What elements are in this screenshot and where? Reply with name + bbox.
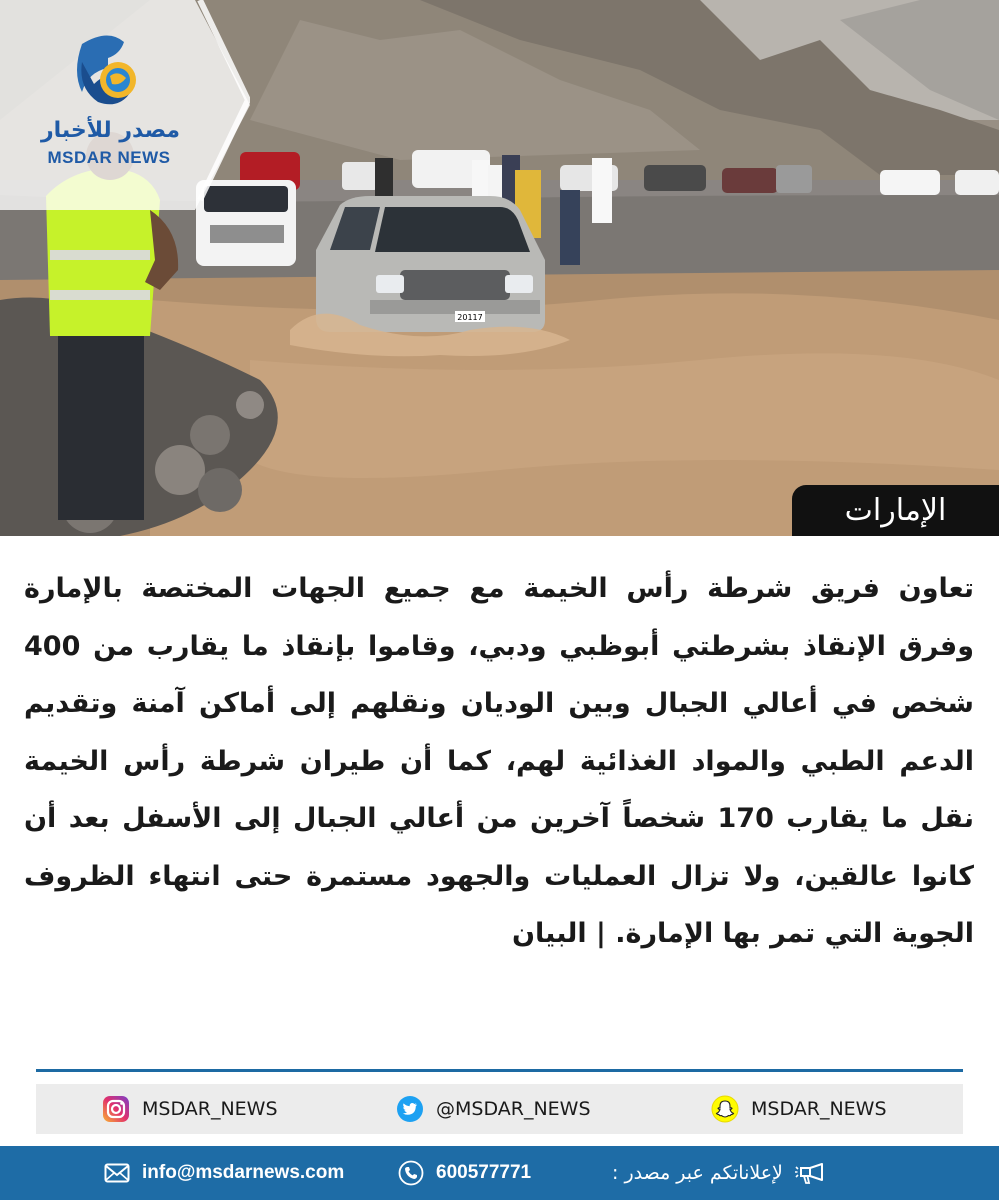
contact-footer [0, 1146, 999, 1200]
article-body: تعاون فريق شرطة رأس الخيمة مع جميع الجهات المختصة بالإمارة وفرق الإنقاذ بشرطتي أبوظبي ودبي، وقاموا بإنقاذ ما يقارب من 400 شخص في أعالي الجبال وبين الوديان ونقلهم إلى أماكن آمنة وتقديم الدعم الطبي والمواد الغذائية لهم، كما أن طيران شرطة رأس الخيمة نقل ما يقارب 170 شخصاً آخرين من أعالي الجبال إلى الأسفل بعد أن كانوا عالقين، ولا تزال العمليات والجهود مستمرة حتى انتهاء الظروف الجوية التي تمر بها الإمارة. | البيان [24, 573, 974, 949]
logo-english-name: MSDAR NEWS [47, 148, 171, 167]
envelope-icon [104, 1163, 130, 1183]
brand-logo[interactable] [0, 0, 250, 210]
phone-icon [398, 1160, 424, 1186]
email-address: info@msdarnews.com [142, 1162, 345, 1183]
instagram-handle: MSDAR_NEWS [142, 1098, 278, 1120]
email-link[interactable] [104, 1146, 344, 1200]
vehicle-plate: 20117 [457, 313, 483, 322]
phone-number: 600577771 [436, 1162, 532, 1183]
megaphone-icon [795, 1160, 825, 1186]
social-bar [36, 1084, 963, 1134]
logo-emblem-icon [68, 32, 148, 112]
advertise-label: لإعلاناتكم عبر مصدر : [612, 1162, 783, 1184]
twitter-link[interactable] [396, 1084, 591, 1134]
logo-arabic-name: مصدر للأخبار [40, 118, 180, 143]
category-tag[interactable]: الإمارات [792, 485, 999, 536]
instagram-link[interactable] [102, 1084, 278, 1134]
advertise-link[interactable] [612, 1146, 825, 1200]
news-photo [0, 0, 999, 536]
phone-link[interactable] [398, 1146, 531, 1200]
instagram-icon [102, 1095, 130, 1123]
snapchat-icon [711, 1095, 739, 1123]
snapchat-handle: MSDAR_NEWS [751, 1098, 887, 1120]
divider-line [36, 1069, 963, 1072]
twitter-handle: @MSDAR_NEWS [436, 1098, 591, 1120]
snapchat-link[interactable] [711, 1084, 887, 1134]
twitter-icon [396, 1095, 424, 1123]
